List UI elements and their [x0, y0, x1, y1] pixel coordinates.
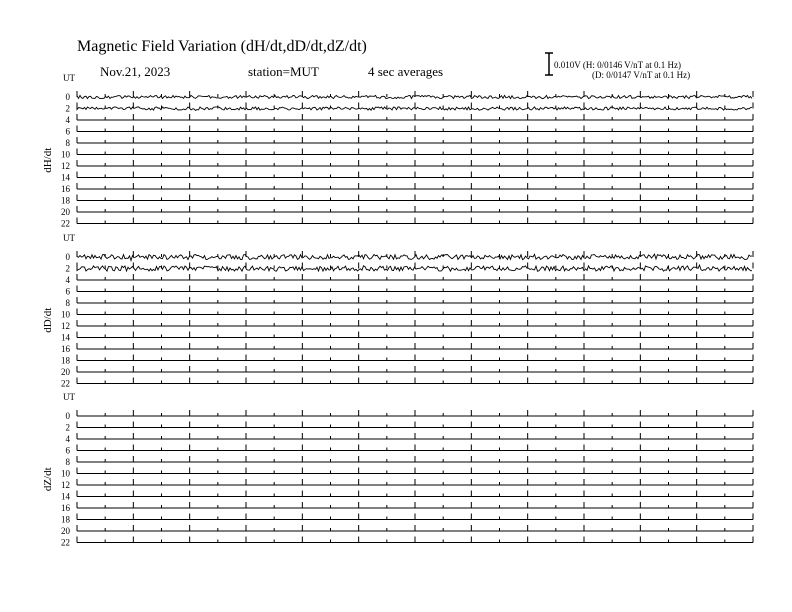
panel-dZ-dt: [42, 392, 753, 548]
hour-label: 12: [61, 161, 70, 171]
ut-label: UT: [63, 233, 75, 243]
ut-label: UT: [63, 392, 75, 402]
hour-label: 10: [61, 149, 70, 160]
hour-label: 6: [65, 126, 70, 137]
hour-label: 18: [61, 355, 70, 366]
hour-label: 6: [65, 286, 70, 297]
hour-label: 6: [65, 445, 70, 456]
chart-title: Magnetic Field Variation (dH/dt,dD/dt,dZ/dt): [77, 38, 367, 55]
hour-label: 12: [61, 480, 70, 490]
hour-label: 4: [65, 434, 70, 444]
hour-label: 14: [61, 491, 70, 502]
hour-label: 0: [65, 252, 70, 262]
hour-label: 18: [61, 514, 70, 525]
scale-bar-label-2: (D: 0/0147 V/nT at 0.1 Hz): [592, 70, 691, 80]
hour-label: 16: [61, 184, 70, 194]
hour-label: 22: [61, 537, 70, 548]
hour-label: 8: [65, 298, 70, 308]
hour-label: 16: [61, 503, 70, 513]
averaging-label: 4 sec averages: [368, 64, 444, 79]
hour-label: 18: [61, 195, 70, 206]
hour-label: 8: [65, 138, 70, 148]
hour-label: 20: [61, 207, 70, 217]
panel-dD-dt: [42, 233, 753, 389]
ut-label: UT: [63, 73, 75, 83]
panel-ylabel: dZ/dt: [42, 467, 54, 492]
hour-label: 14: [61, 172, 70, 183]
hour-label: 20: [61, 367, 70, 377]
hour-label: 4: [65, 115, 70, 125]
hour-label: 22: [61, 378, 70, 389]
hour-label: 22: [61, 218, 70, 229]
hour-label: 2: [65, 422, 70, 433]
scale-bar-label: 0.010V (H: 0/0146 V/nT at 0.1 Hz): [554, 60, 681, 70]
hour-label: 0: [65, 411, 70, 421]
hour-label: 16: [61, 344, 70, 354]
hour-label: 10: [61, 309, 70, 320]
hour-label: 4: [65, 275, 70, 285]
panel-ylabel: dH/dt: [42, 147, 54, 173]
hour-label: 2: [65, 263, 70, 274]
hour-label: 12: [61, 321, 70, 331]
hour-label: 14: [61, 332, 70, 343]
panel-dH-dt: [42, 73, 753, 229]
date-label: Nov.21, 2023: [100, 64, 171, 79]
panel-ylabel: dD/dt: [42, 307, 54, 333]
hour-label: 20: [61, 526, 70, 536]
station-label: station=MUT: [248, 64, 319, 79]
hour-label: 0: [65, 92, 70, 102]
hour-label: 2: [65, 103, 70, 114]
hour-label: 10: [61, 468, 70, 479]
hour-label: 8: [65, 457, 70, 467]
